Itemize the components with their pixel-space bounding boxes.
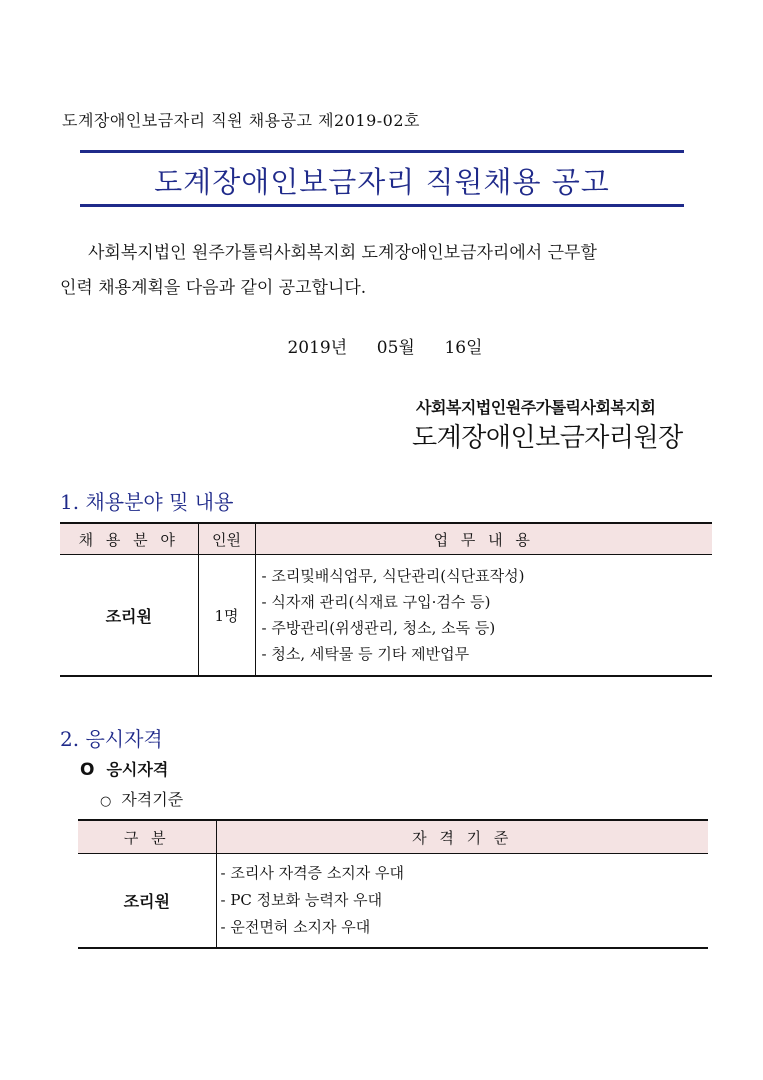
qualification-subheading-label: 응시자격: [106, 760, 169, 779]
header-field: 채 용 분 야: [60, 523, 198, 555]
duty-item: - 청소, 세탁물 등 기타 제반업무: [261, 645, 470, 663]
criteria-item: - PC 정보화 능력자 우대: [220, 891, 383, 909]
table-header-row: [78, 820, 708, 854]
category-cell: 조리원: [78, 854, 216, 949]
title-rule-top: [80, 150, 684, 153]
recruitment-table: [60, 522, 712, 677]
intro-line-1: 사회복지법인 원주가톨릭사회복지회 도계장애인보금자리에서 근무할: [88, 243, 597, 263]
criteria-item: - 운전면허 소지자 우대: [220, 918, 371, 936]
criteria-item: - 조리사 자격증 소지자 우대: [220, 864, 405, 882]
bullet-o-icon: O: [80, 760, 95, 780]
header-count: 인원: [198, 523, 255, 555]
qualification-subheading: [80, 757, 168, 780]
table-row: [60, 555, 712, 677]
intro-line-2: 인력 채용계획을 다음과 같이 공고합니다.: [60, 278, 367, 298]
section-1-heading: 1. 채용분야 및 내용: [60, 490, 234, 514]
criteria-cell: [216, 854, 708, 949]
header-duties: 업 무 내 용: [255, 523, 712, 555]
header-criteria: 자 격 기 준: [216, 820, 708, 854]
table-row: [78, 854, 708, 949]
qualification-table: [78, 819, 708, 949]
criteria-subheading-label: 자격기준: [121, 790, 184, 809]
duty-item: - 조리및배식업무, 식단관리(식단표작성): [261, 567, 525, 585]
header-category: 구 분: [78, 820, 216, 854]
duties-cell: [255, 555, 712, 677]
title-rule-bottom: [80, 204, 684, 207]
count-cell: 1명: [198, 555, 255, 677]
notice-number: 도계장애인보금자리 직원 채용공고 제2019-02호: [62, 111, 420, 130]
criteria-subheading: [100, 787, 183, 810]
duty-item: - 식자재 관리(식재료 구입·검수 등): [261, 593, 491, 611]
section-2-heading: 2. 응시자격: [60, 727, 163, 751]
intro-paragraph: [60, 236, 710, 306]
director-title: 도계장애인보금자리원장: [412, 423, 683, 453]
circle-bullet-icon: ○: [100, 794, 112, 809]
table-header-row: [60, 523, 712, 555]
field-cell: 조리원: [60, 555, 198, 677]
announcement-date: 2019년 05월 16일: [287, 338, 483, 358]
duty-item: - 주방관리(위생관리, 청소, 소독 등): [261, 619, 496, 637]
organization-name: 사회복지법인원주가톨릭사회복지회: [416, 398, 656, 417]
page-title: 도계장애인보금자리 직원채용 공고: [154, 165, 610, 199]
